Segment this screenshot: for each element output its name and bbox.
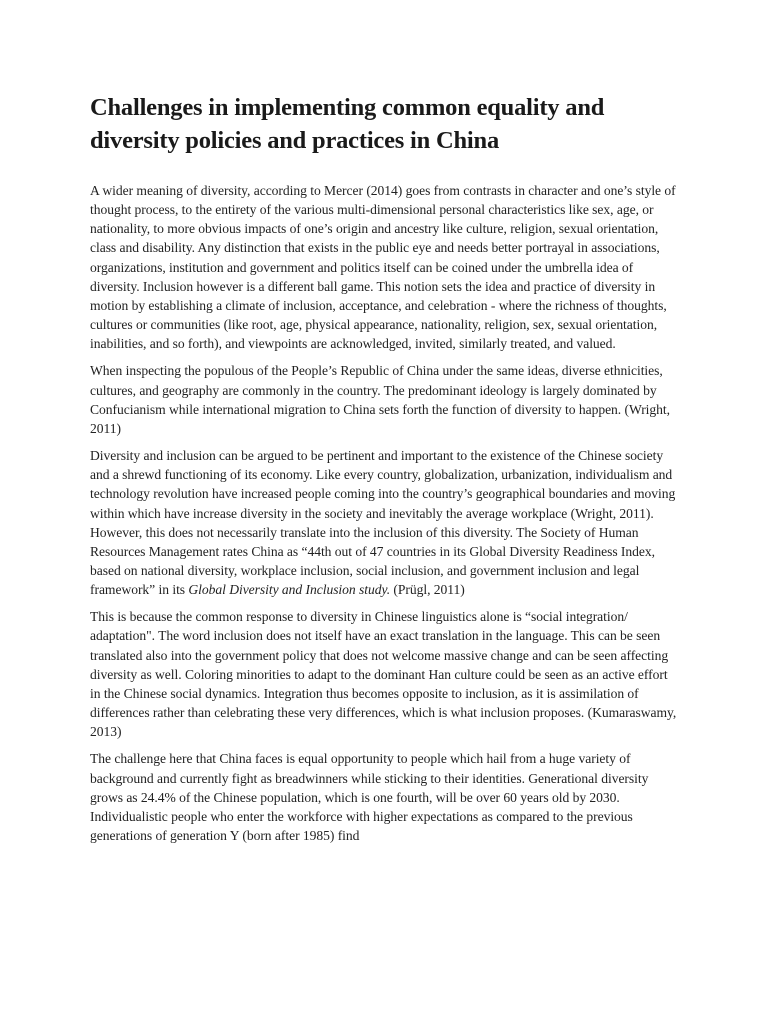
paragraph-diversity-inclusion	[90, 446, 680, 599]
study-title-italic: Global Diversity and Inclusion study.	[188, 582, 391, 598]
paragraph-china-populous: When inspecting the populous of the People’s Republic of China under the same ideas, diverse ethnicities, cultures, and geography are commonly in the country. The predominant ideology is largely dominated by Confucianism while international migration to China sets forth the function of diversity to happen. (Wright, 2011)	[90, 363, 670, 436]
paragraph-diversity-definition: A wider meaning of diversity, according to Mercer (2014) goes from contrasts in character and one’s style of thought process, to the entirety of the various multi-dimensional personal characteristics like sex, age, or nationality, to more obvious impacts of one’s origin and ancestry like culture, religion, sexual orientation, class and disability. Any distinction that exists in the public eye and needs better portrayal in associations, organizations, institution and government and politics itself can be coined under the umbrella idea of diversity. Inclusion however is a different ball game. This notion sets the idea and practice of diversity in motion by establishing a climate of inclusion, acceptance, and celebration - where the richness of thoughts, cultures or communities (like root, age, physical appearance, nationality, religion, sex, sexual orientation, inabilities, and so forth), and viewpoints are acknowledged, invited, similarly treated, and valued.	[90, 183, 676, 352]
document-title: Challenges in implementing common equality and diversity policies and practices in China	[90, 94, 605, 154]
document-content	[90, 91, 680, 853]
citation-text: (Prügl, 2011)	[390, 582, 465, 598]
paragraph-equal-opportunity: The challenge here that China faces is equal opportunity to people which hail from a huge variety of background and currently fight as breadwinners while sticking to their identities. Generational diversity grows as 24.4% of the Chinese population, which is one fourth, will be over 60 years old by 2030. Individualistic people who enter the workforce with higher expectations as compared to the previous generations of generation Y (born after 1985) find	[90, 751, 649, 843]
paragraph-linguistics: This is because the common response to diversity in Chinese linguistics alone is “social integration/ adaptation". The word inclusion does not itself have an exact translation in the language. This can be seen translated also into the government policy that does not welcome massive change and can be seen affecting diversity as well. Coloring minorities to adapt to the dominant Han culture could be seen as an active effort in the Chinese social dynamics. Integration thus becomes opposite to inclusion, as it is assimilation of differences rather than celebrating these very differences, which is what inclusion proposes. (Kumaraswamy, 2013)	[90, 609, 677, 740]
paragraph-text: Diversity and inclusion can be argued to be pertinent and important to the existence of the Chinese society and a shrewd functioning of its economy. Like every country, globalization, urbanization, individualism and technology revolution have increased people coming into the country’s geographical boundaries and moving within which have increase diversity in the society and inevitably the average workplace (Wright, 2011). However, this does not necessarily translate into the inclusion of this diversity. The Society of Human Resources Management rates China as “44th out of 47 countries in its Global Diversity Readiness Index, based on national diversity, workplace inclusion, social inclusion, and government inclusion and legal framework” in its	[90, 448, 676, 598]
